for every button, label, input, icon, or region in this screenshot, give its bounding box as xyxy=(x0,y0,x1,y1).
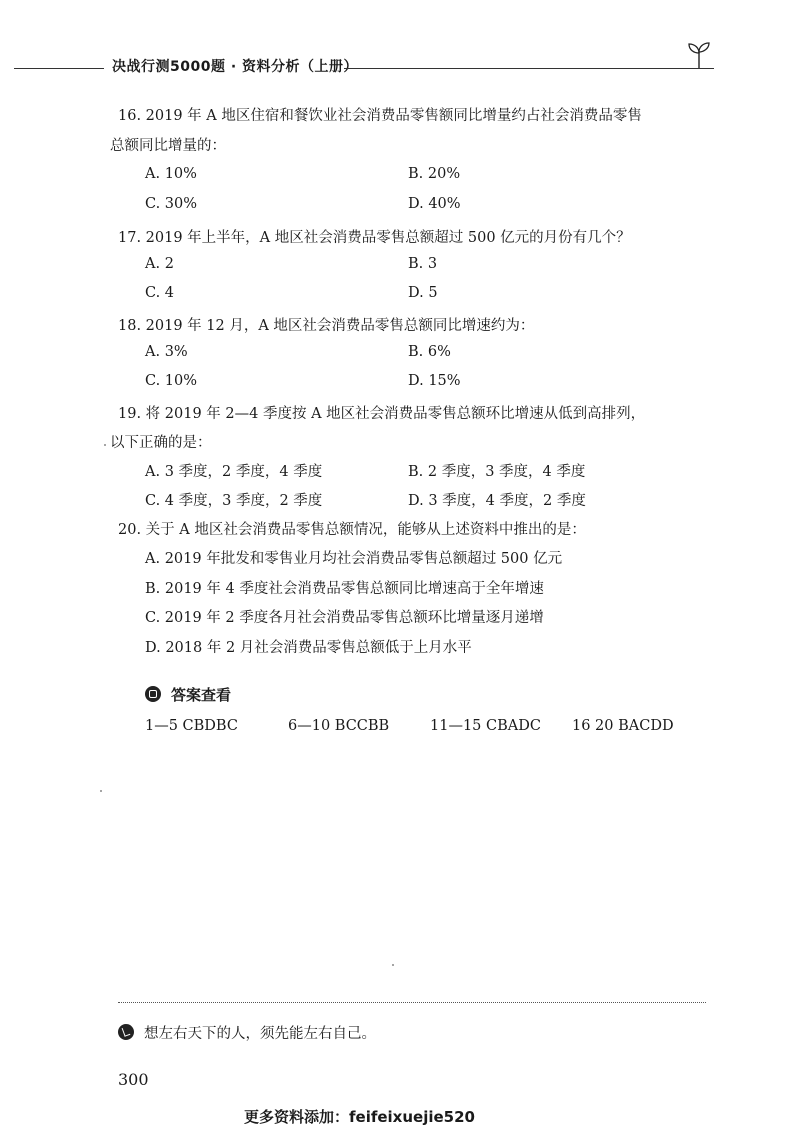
question-16-line-1: 16. 2019 年 A 地区住宿和餐饮业社会消费品零售额同比增量约占社会消费品零售 xyxy=(118,108,642,124)
q17-option-c: C. 4 xyxy=(145,285,175,301)
q20-option-c: C. 2019 年 2 季度各月社会消费品零售总额环比增量逐月递增 xyxy=(145,610,544,626)
q17-option-b: B. 3 xyxy=(408,256,438,272)
answer-heading-label: 答案查看 xyxy=(171,686,232,704)
running-header xyxy=(14,54,714,78)
q18-option-b: B. 6% xyxy=(408,344,451,360)
question-18: 18. 2019 年 12 月，A 地区社会消费品零售总额同比增速约为： xyxy=(118,318,535,334)
header-rule-left xyxy=(14,68,104,69)
q16-option-a: A. 10% xyxy=(145,166,197,182)
header-title: 决战行测5000题 · 资料分析（上册） xyxy=(112,59,359,75)
footer-dotted-rule xyxy=(118,1002,706,1003)
scan-speck xyxy=(392,964,394,966)
header-rule-right xyxy=(344,68,714,69)
q18-option-d: D. 15% xyxy=(408,373,461,389)
question-20: 20. 关于 A 地区社会消费品零售总额情况，能够从上述资料中推出的是： xyxy=(118,522,586,538)
footer-note: 更多资料添加：feifeixuejie520 xyxy=(244,1108,475,1126)
q20-option-b: B. 2019 年 4 季度社会消费品零售总额同比增速高于全年增速 xyxy=(145,581,544,597)
q19-option-b: B. 2 季度，3 季度，4 季度 xyxy=(408,464,586,480)
q19-option-d: D. 3 季度，4 季度，2 季度 xyxy=(408,493,586,509)
scan-speck xyxy=(100,790,102,792)
q19-option-a: A. 3 季度，2 季度，4 季度 xyxy=(145,464,323,480)
q20-option-a: A. 2019 年批发和零售业月均社会消费品零售总额超过 500 亿元 xyxy=(145,551,563,567)
q16-option-b: B. 20% xyxy=(408,166,461,182)
q18-option-a: A. 3% xyxy=(145,344,188,360)
answer-group-3: 11—15 CBADC xyxy=(430,718,541,734)
answer-group-4: 16 20 BACDD xyxy=(572,718,674,734)
sprout-icon xyxy=(686,40,712,70)
q16-option-c: C. 30% xyxy=(145,196,198,212)
question-19-line-2: 以下正确的是： xyxy=(110,435,212,451)
q17-option-a: A. 2 xyxy=(145,256,174,272)
motto-text: 想左右天下的人，须先能左右自己。 xyxy=(144,1026,376,1042)
q18-option-c: C. 10% xyxy=(145,373,198,389)
q16-option-d: D. 40% xyxy=(408,196,461,212)
leaf-bullet-icon xyxy=(118,1024,134,1040)
q17-option-d: D. 5 xyxy=(408,285,438,301)
question-17: 17. 2019 年上半年，A 地区社会消费品零售总额超过 500 亿元的月份有几个？ xyxy=(118,230,631,246)
answer-group-1: 1—5 CBDBC xyxy=(145,718,238,734)
q20-option-d: D. 2018 年 2 月社会消费品零售总额低于上月水平 xyxy=(145,640,472,656)
page-number: 300 xyxy=(118,1070,149,1089)
question-16-line-2: 总额同比增量的： xyxy=(110,138,226,154)
scan-speck xyxy=(104,444,106,446)
q19-option-c: C. 4 季度，3 季度，2 季度 xyxy=(145,493,323,509)
answer-bullet-icon xyxy=(145,686,161,702)
question-19-line-1: 19. 将 2019 年 2—4 季度按 A 地区社会消费品零售总额环比增速从低到高排列， xyxy=(118,406,646,422)
answer-group-2: 6—10 BCCBB xyxy=(288,718,390,734)
